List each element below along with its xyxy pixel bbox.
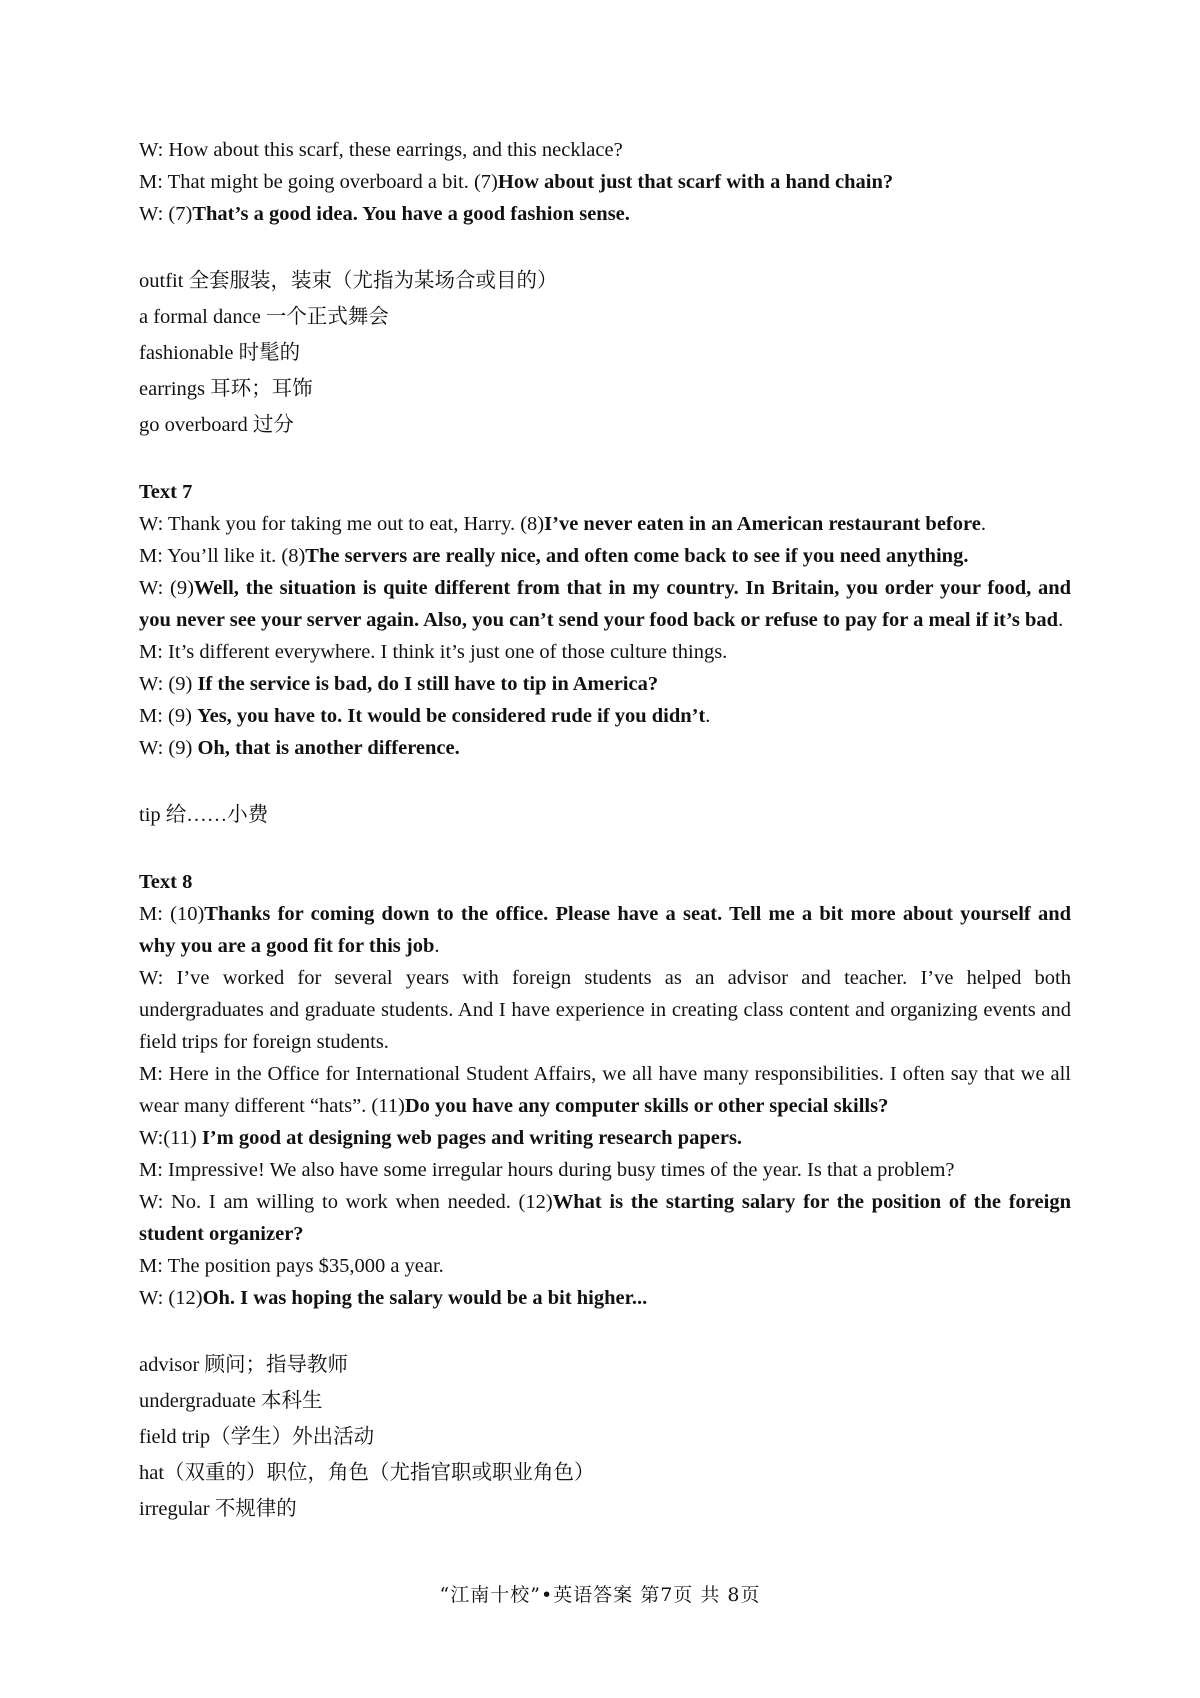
- text6-dialogue: [139, 134, 1071, 230]
- vocabulary-list: [139, 263, 1071, 443]
- vocab-item: undergraduate 本科生: [139, 1390, 323, 1412]
- dialogue-line: M: The position pays $35,000 a year.: [139, 1255, 444, 1277]
- section-heading: Text 8: [139, 871, 193, 893]
- document-body: [139, 134, 1071, 1527]
- dialogue-line: W: (7)That’s a good idea. You have a good fashion sense.: [139, 203, 630, 225]
- vocab-item: field trip（学生）外出活动: [139, 1426, 375, 1448]
- vocab-item: advisor 顾问；指导教师: [139, 1354, 348, 1376]
- dialogue-line: W: No. I am willing to work when needed. (12)What is the starting salary for the position of the foreign student organizer?: [139, 1191, 1071, 1245]
- dialogue-line: W: (9)Well, the situation is quite different from that in my country. In Britain, you order your food, and you never see your server again. Also, you can’t send your food back or refuse to pay for a meal if it’s bad.: [139, 577, 1071, 631]
- dialogue-line: W: (9) If the service is bad, do I still have to tip in America?: [139, 673, 659, 695]
- dialogue-line: W: How about this scarf, these earrings, and this necklace?: [139, 139, 623, 161]
- key-answer: If the service is bad, do I still have to tip in America?: [197, 673, 659, 695]
- key-answer: Oh. I was hoping the salary would be a bit higher...: [202, 1287, 648, 1309]
- vocabulary-list: [139, 1347, 1071, 1527]
- vocab-item: a formal dance 一个正式舞会: [139, 306, 389, 328]
- vocab-item: fashionable 时髦的: [139, 342, 301, 364]
- vocab-item: irregular 不规律的: [139, 1498, 297, 1520]
- dialogue-line: W: I’ve worked for several years with foreign students as an advisor and teacher. I’ve helped both undergraduates and graduate students. And I have experience in creating class content and organizing events and field trips for foreign students.: [139, 967, 1071, 1053]
- vocab-item: earrings 耳环；耳饰: [139, 378, 313, 400]
- key-answer: Yes, you have to. It would be considered rude if you didn’t: [197, 705, 706, 727]
- key-answer: How about just that scarf with a hand chain?: [497, 171, 894, 193]
- dialogue-line: W: (12)Oh. I was hoping the salary would be a bit higher...: [139, 1287, 648, 1309]
- vocab-item: go overboard 过分: [139, 414, 294, 436]
- key-answer: Thanks for coming down to the office. Please have a seat. Tell me a bit more about yourself and why you are a good fit for this job: [139, 903, 1072, 957]
- key-answer: I’m good at designing web pages and writing research papers.: [201, 1127, 743, 1149]
- vocab-item: hat（双重的）职位，角色（尤指官职或职业角色）: [139, 1462, 595, 1484]
- vocab-item: tip 给……小费: [139, 804, 269, 826]
- key-answer: That’s a good idea. You have a good fashion sense.: [192, 203, 630, 225]
- dialogue-line: M: Impressive! We also have some irregular hours during busy times of the year. Is that a problem?: [139, 1159, 955, 1181]
- page-footer: “江南十校”•英语答案 第7页 共 8页: [439, 1584, 761, 1606]
- vocab-item: outfit 全套服装，装束（尤指为某场合或目的）: [139, 270, 558, 292]
- key-answer: Oh, that is another difference.: [197, 737, 460, 759]
- text8-section: [139, 866, 1071, 1314]
- key-answer: The servers are really nice, and often come back to see if you need anything.: [305, 545, 969, 567]
- dialogue-line: M: Here in the Office for International Student Affairs, we all have many responsibilities. I often say that we all wear many different “hats”. (11)Do you have any computer skills or other special skills?: [139, 1063, 1071, 1117]
- key-answer: I’ve never eaten in an American restaurant before: [544, 513, 981, 535]
- vocabulary-list: [139, 797, 1071, 833]
- section-heading: Text 7: [139, 481, 193, 503]
- dialogue-line: W: (9) Oh, that is another difference.: [139, 737, 460, 759]
- key-answer: Do you have any computer skills or other special skills?: [404, 1095, 889, 1117]
- dialogue-line: M: (10)Thanks for coming down to the office. Please have a seat. Tell me a bit more about yourself and why you are a good fit for this job.: [139, 903, 1072, 957]
- dialogue-line: M: (9) Yes, you have to. It would be considered rude if you didn’t.: [139, 705, 711, 727]
- dialogue-line: M: That might be going overboard a bit. (7)How about just that scarf with a hand chain?: [139, 171, 894, 193]
- dialogue-line: W: Thank you for taking me out to eat, Harry. (8)I’ve never eaten in an American restaurant before.: [139, 513, 986, 535]
- key-answer: What is the starting salary for the position of the foreign student organizer?: [139, 1191, 1071, 1245]
- text7-section: [139, 476, 1071, 764]
- key-answer: Well, the situation is quite different from that in my country. In Britain, you order your food, and you never see your server again. Also, you can’t send your food back or refuse to pay for a meal if it’s bad: [139, 577, 1071, 631]
- dialogue-line: W:(11) I’m good at designing web pages and writing research papers.: [139, 1127, 743, 1149]
- dialogue-line: M: You’ll like it. (8)The servers are really nice, and often come back to see if you need anything.: [139, 545, 969, 567]
- dialogue-line: M: It’s different everywhere. I think it’s just one of those culture things.: [139, 641, 728, 663]
